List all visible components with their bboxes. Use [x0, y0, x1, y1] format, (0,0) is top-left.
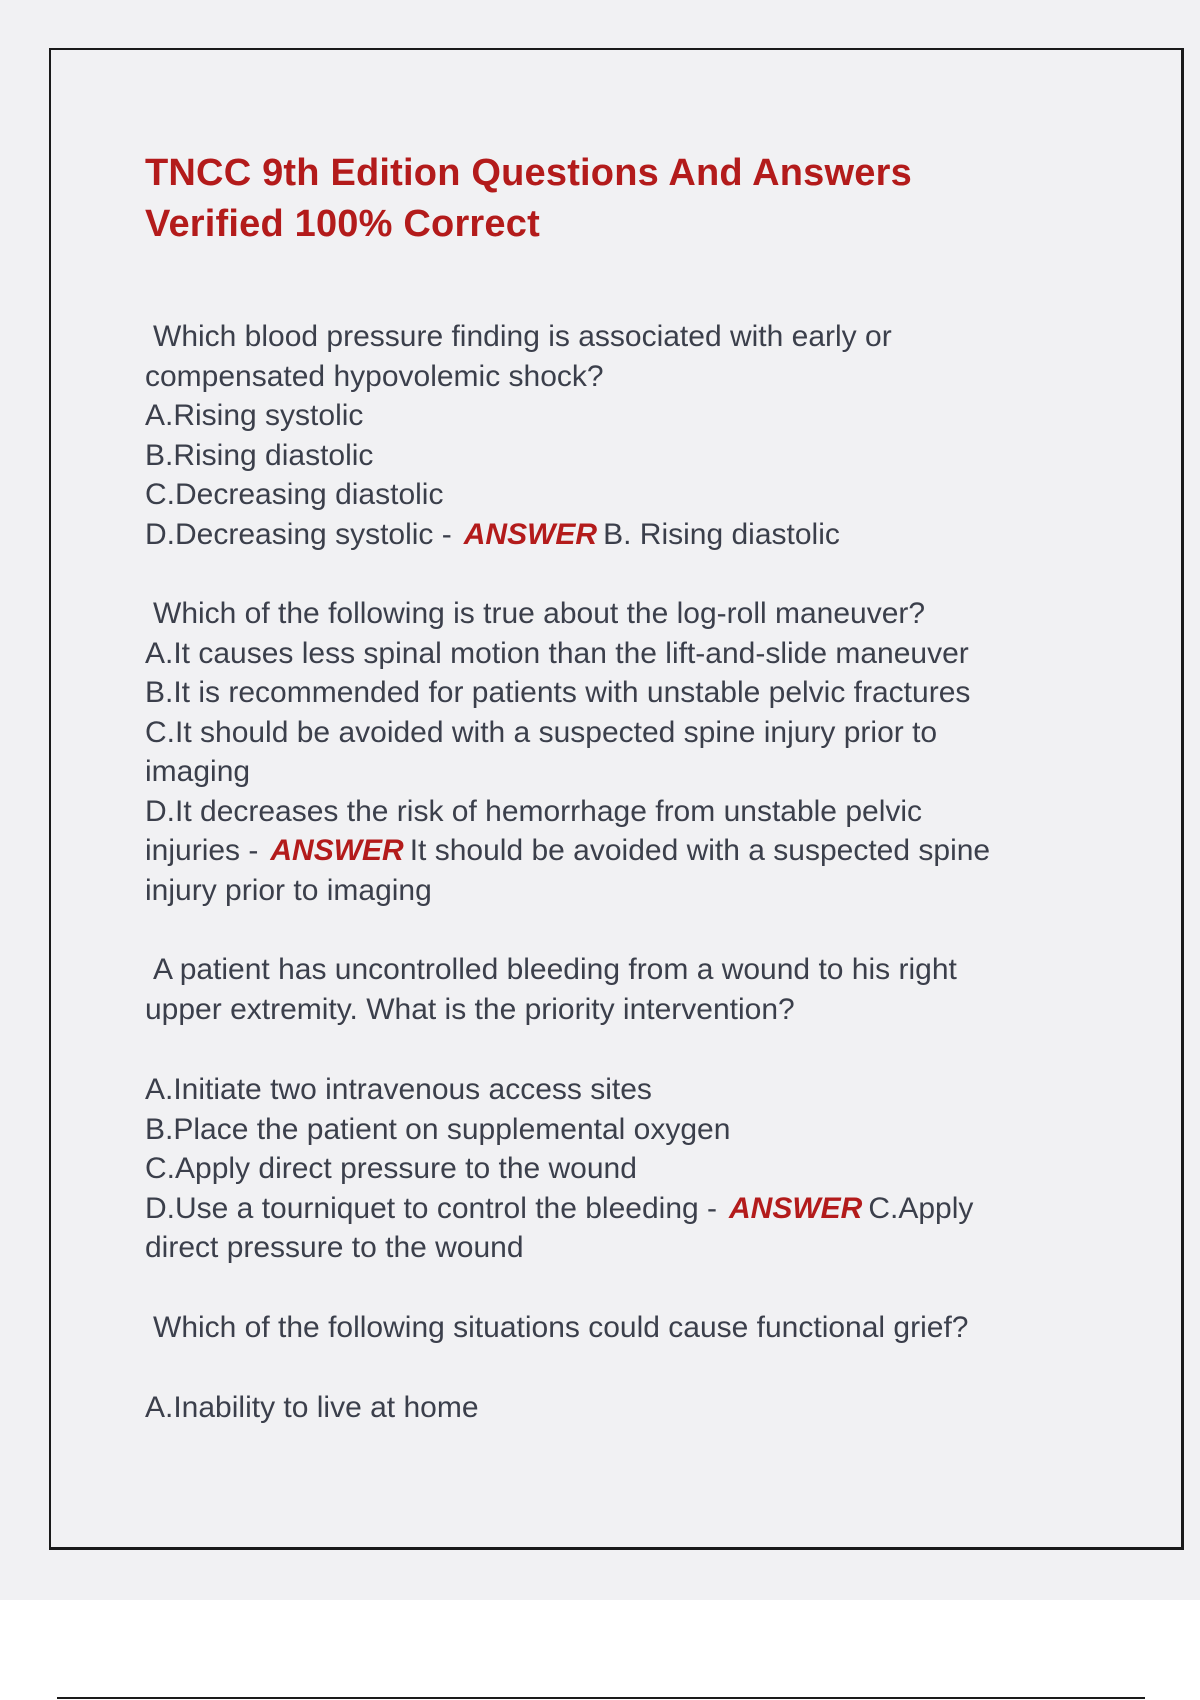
- option-b: B.Place the patient on supplemental oxygen: [145, 1112, 731, 1146]
- qa-block-3: [145, 950, 1125, 1268]
- answer-text: It should be avoided with a suspected spine: [409, 834, 991, 867]
- option-a: A.Inability to live at home: [145, 1391, 479, 1424]
- option-b: B.It is recommended for patients with unstable pelvic fractures: [145, 676, 971, 709]
- title-line-2: Verified 100% Correct: [145, 203, 540, 245]
- question-text: Which blood pressure finding is associated with early or compensated hypovolemic shock?: [145, 320, 892, 393]
- option-d: D.Use a tourniquet to control the bleeding - ANSWER C.Apply direct pressure to the wound: [145, 1191, 974, 1264]
- option-b: B.Rising diastolic: [145, 438, 374, 472]
- qa-block-4: [145, 1308, 1125, 1428]
- answer-text: C.Apply: [868, 1191, 974, 1225]
- option-a: A.It causes less spinal motion than the lift-and-slide maneuver: [145, 636, 969, 670]
- option-d: D.Decreasing systolic - ANSWER B. Rising diastolic: [145, 517, 840, 551]
- answer-label: ANSWER: [270, 834, 404, 867]
- option-a: A.Initiate two intravenous access sites: [145, 1073, 652, 1106]
- option-c: C.It should be avoided with a suspected spine injury prior to imaging: [145, 715, 938, 788]
- title-line-1: TNCC 9th Edition Questions And Answers: [145, 152, 912, 194]
- question-text: Which of the following is true about the log-roll maneuver?: [153, 597, 926, 630]
- question-text: Which of the following situations could cause functional grief?: [153, 1310, 969, 1344]
- answer-text-continued: direct pressure to the wound: [145, 1231, 524, 1264]
- document-content: [145, 148, 1125, 1468]
- option-a: A.Rising systolic: [145, 399, 364, 432]
- answer-label: ANSWER: [729, 1191, 863, 1225]
- footer-divider: [57, 1697, 1145, 1699]
- answer-label: ANSWER: [463, 517, 598, 551]
- document-title: [145, 148, 1125, 250]
- question-text: A patient has uncontrolled bleeding from a wound to his right upper extremity. What is the priority intervention?: [145, 953, 957, 1026]
- option-c: C.Apply direct pressure to the wound: [145, 1152, 637, 1185]
- option-d: D.It decreases the risk of hemorrhage from unstable pelvic injuries - ANSWER It should be avoided with a suspected spine injury prior to imaging: [145, 794, 991, 907]
- document-page: [49, 48, 1184, 1550]
- qa-block-2: [145, 594, 1125, 910]
- answer-text-continued: injury prior to imaging: [145, 873, 432, 907]
- qa-block-1: [145, 317, 1125, 554]
- answer-text: B. Rising diastolic: [603, 517, 840, 551]
- option-c: C.Decreasing diastolic: [145, 478, 444, 511]
